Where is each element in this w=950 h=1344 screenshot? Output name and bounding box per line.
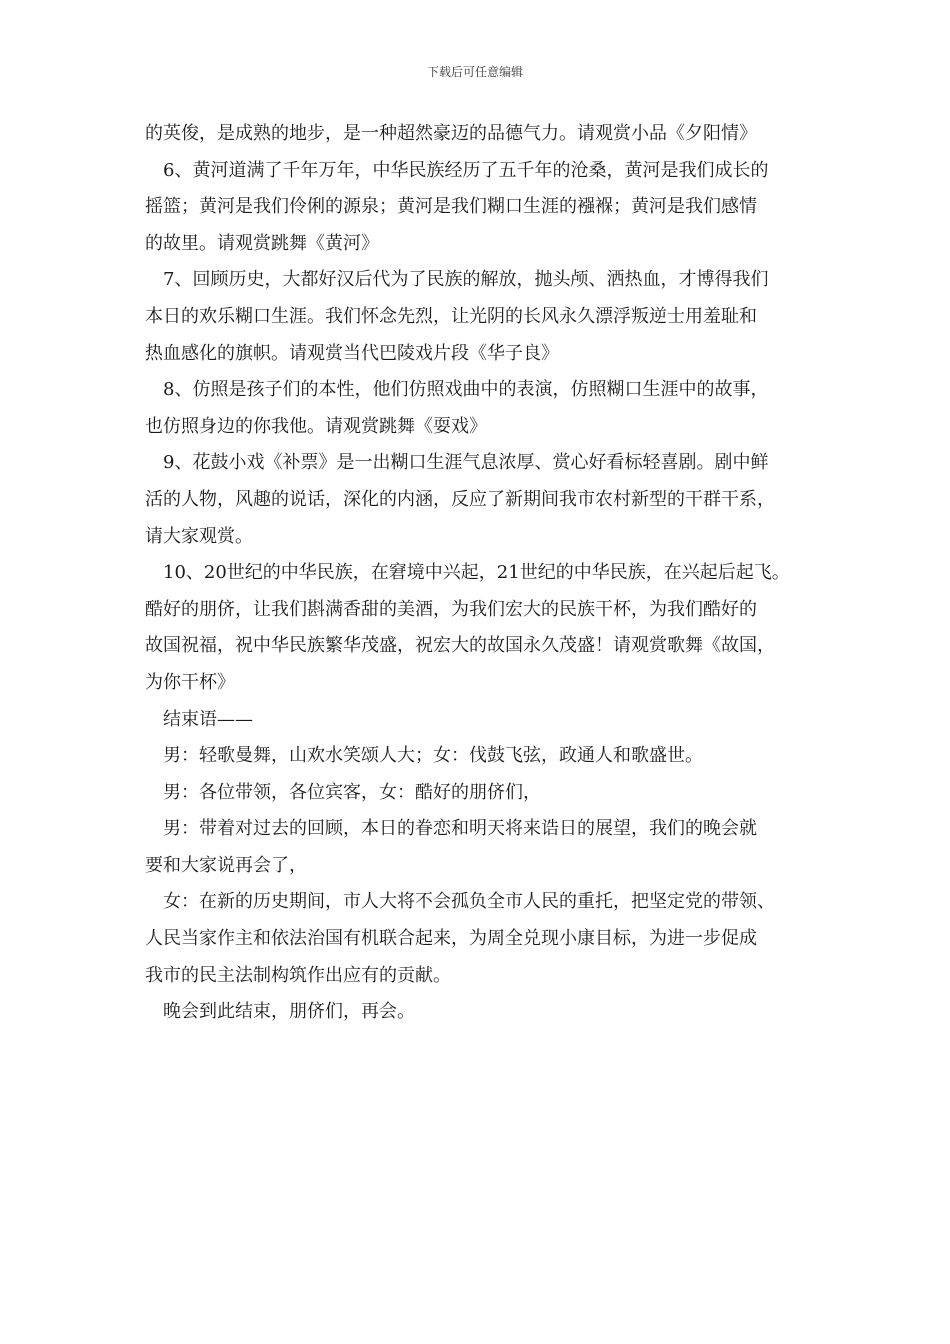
paragraph-line: 我市的民主法制构筑作出应有的贡献。 <box>145 964 451 986</box>
paragraph-line: 8、仿照是孩子们的本性，他们仿照戏曲中的表演，仿照糊口生涯中的故事， <box>163 379 769 401</box>
paragraph-line: 酷好的朋侪，让我们斟满香甜的美酒，为我们宏大的民族干杯，为我们酷好的 <box>145 598 757 620</box>
paragraph-line: 晚会到此结束，朋侪们，再会。 <box>163 1001 415 1023</box>
page-header-note: 下载后可任意编辑 <box>426 65 523 79</box>
paragraph-line: 的英俊，是成熟的地步，是一种超然豪迈的品德气力。请观赏小品《夕阳情》 <box>145 123 757 144</box>
paragraph-line: 6、黄河道满了千年万年，中华民族经历了五千年的沧桑，黄河是我们成长的 <box>163 159 769 181</box>
paragraph-line: 本日的欢乐糊口生涯。我们怀念先烈，让光阴的长风永久漂浮叛逆士用羞耻和 <box>145 305 757 327</box>
paragraph-line: 9、花鼓小戏《补票》是一出糊口生涯气息浓厚、赏心好看标轻喜剧。剧中鲜 <box>163 452 769 474</box>
paragraph-line: 要和大家说再会了， <box>145 854 307 876</box>
paragraph-line: 也仿照身边的你我他。请观赏跳舞《耍戏》 <box>145 415 487 437</box>
paragraph-line: 女：在新的历史期间，市人大将不会孤负全市人民的重托，把坚定党的带领、 <box>163 891 775 913</box>
paragraph-line: 为你干杯》 <box>145 671 235 693</box>
paragraph-line: 人民当家作主和依法治国有机联合起来，为周全兑现小康目标，为进一步促成 <box>145 928 757 950</box>
paragraph-line: 7、回顾历史，大都好汉后代为了民族的解放，抛头颅、洒热血，才博得我们 <box>163 269 769 291</box>
paragraph-line: 摇篮；黄河是我们伶俐的源泉；黄河是我们糊口生涯的襁褓；黄河是我们感情 <box>145 196 757 218</box>
document-body <box>145 116 810 1031</box>
paragraph-line: 男：轻歌曼舞，山欢水笑颂人大；女：伐鼓飞弦，政通人和歌盛世。 <box>163 745 703 767</box>
paragraph-line: 的故里。请观赏跳舞《黄河》 <box>145 232 379 254</box>
paragraph-line: 10、20世纪的中华民族，在窘境中兴起，21世纪的中华民族，在兴起后起飞。 <box>163 562 790 584</box>
paragraph-line: 活的人物，风趣的说话，深化的内涵，反应了新期间我市农村新型的干群干系， <box>145 488 775 510</box>
paragraph-line: 男：带着对过去的回顾，本日的眷恋和明天将来诰日的展望，我们的晚会就 <box>163 818 757 840</box>
paragraph-line: 男：各位带领，各位宾客，女：酷好的朋侪们， <box>163 781 541 803</box>
paragraph-line: 故国祝福，祝中华民族繁华茂盛，祝宏大的故国永久茂盛！请观赏歌舞《故国， <box>145 635 775 657</box>
paragraph-line: 热血感化的旗帜。请观赏当代巴陵戏片段《华子良》 <box>145 342 559 364</box>
paragraph-line: 结束语—— <box>163 708 253 730</box>
paragraph-line: 请大家观赏。 <box>145 525 253 547</box>
